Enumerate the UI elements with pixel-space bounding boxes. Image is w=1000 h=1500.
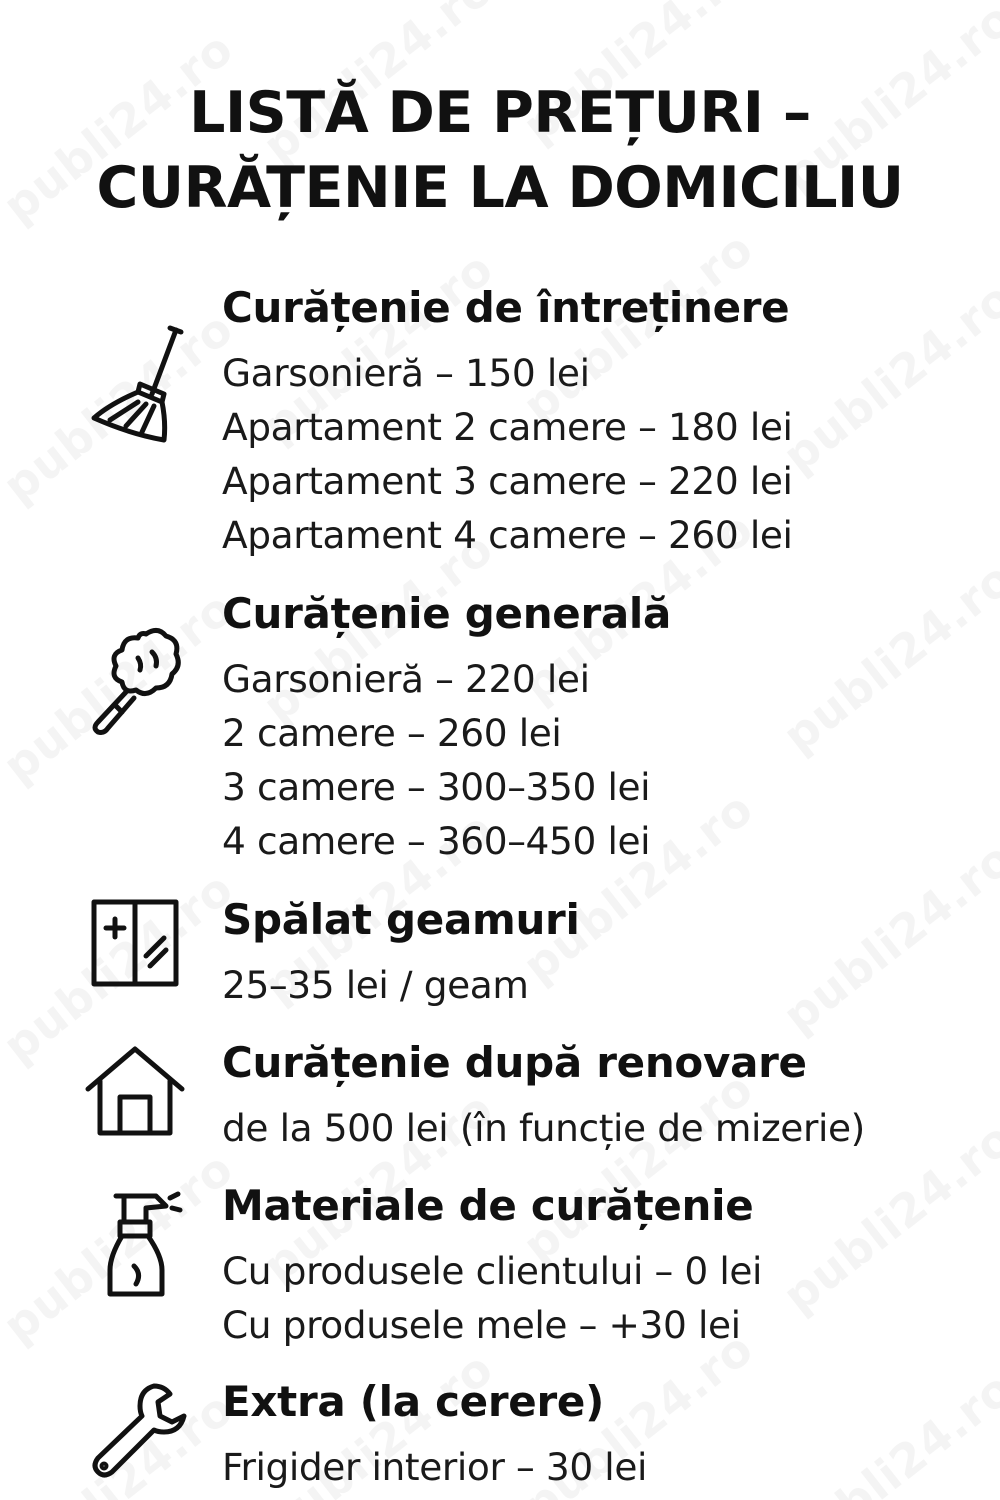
- price-item: Frigider interior – 30 lei: [222, 1445, 648, 1489]
- price-item: Apartament 2 camere – 180 lei: [222, 405, 793, 449]
- price-list: [222, 1440, 647, 1494]
- title-line-2: CURĂȚENIE LA DOMICILIU: [96, 155, 904, 221]
- price-item: Apartament 4 camere – 260 lei: [222, 513, 793, 557]
- price-item: Apartament 3 camere – 220 lei: [222, 459, 793, 503]
- title-line-1: LISTĂ DE PREȚURI –: [189, 80, 811, 146]
- price-list: [222, 346, 793, 562]
- section-heading: Materiale de curățenie: [222, 1181, 754, 1230]
- price-item: 3 camere – 300–350 lei: [222, 765, 651, 809]
- price-item: 2 camere – 260 lei: [222, 711, 562, 755]
- price-item: Garsonieră – 150 lei: [222, 351, 590, 395]
- section-heading: Extra (la cerere): [222, 1377, 604, 1426]
- price-item: de la 500 lei (în funcție de mizerie): [222, 1106, 865, 1150]
- section-heading: Curățenie generală: [222, 589, 672, 638]
- price-item: 4 camere – 360–450 lei: [222, 819, 651, 863]
- price-item: Cu produsele clientului – 0 lei: [222, 1249, 763, 1293]
- price-list: [222, 1244, 762, 1352]
- price-item: Cu produsele mele – +30 lei: [222, 1303, 741, 1347]
- spray-bottle-icon: [80, 1186, 190, 1306]
- price-list: [222, 1101, 865, 1155]
- page-title: [0, 76, 1000, 226]
- price-item: Garsonieră – 220 lei: [222, 657, 590, 701]
- wrench-icon: [80, 1380, 190, 1480]
- window-icon: [80, 894, 190, 994]
- section-heading: Spălat geamuri: [222, 895, 580, 944]
- section-heading: Curățenie de întreținere: [222, 283, 790, 332]
- feather-duster-icon: [80, 618, 190, 748]
- house-icon: [80, 1041, 190, 1141]
- price-list: [222, 958, 528, 1012]
- price-list: [222, 652, 650, 868]
- broom-icon: [80, 322, 190, 452]
- price-item: 25–35 lei / geam: [222, 963, 529, 1007]
- section-heading: Curățenie după renovare: [222, 1038, 807, 1087]
